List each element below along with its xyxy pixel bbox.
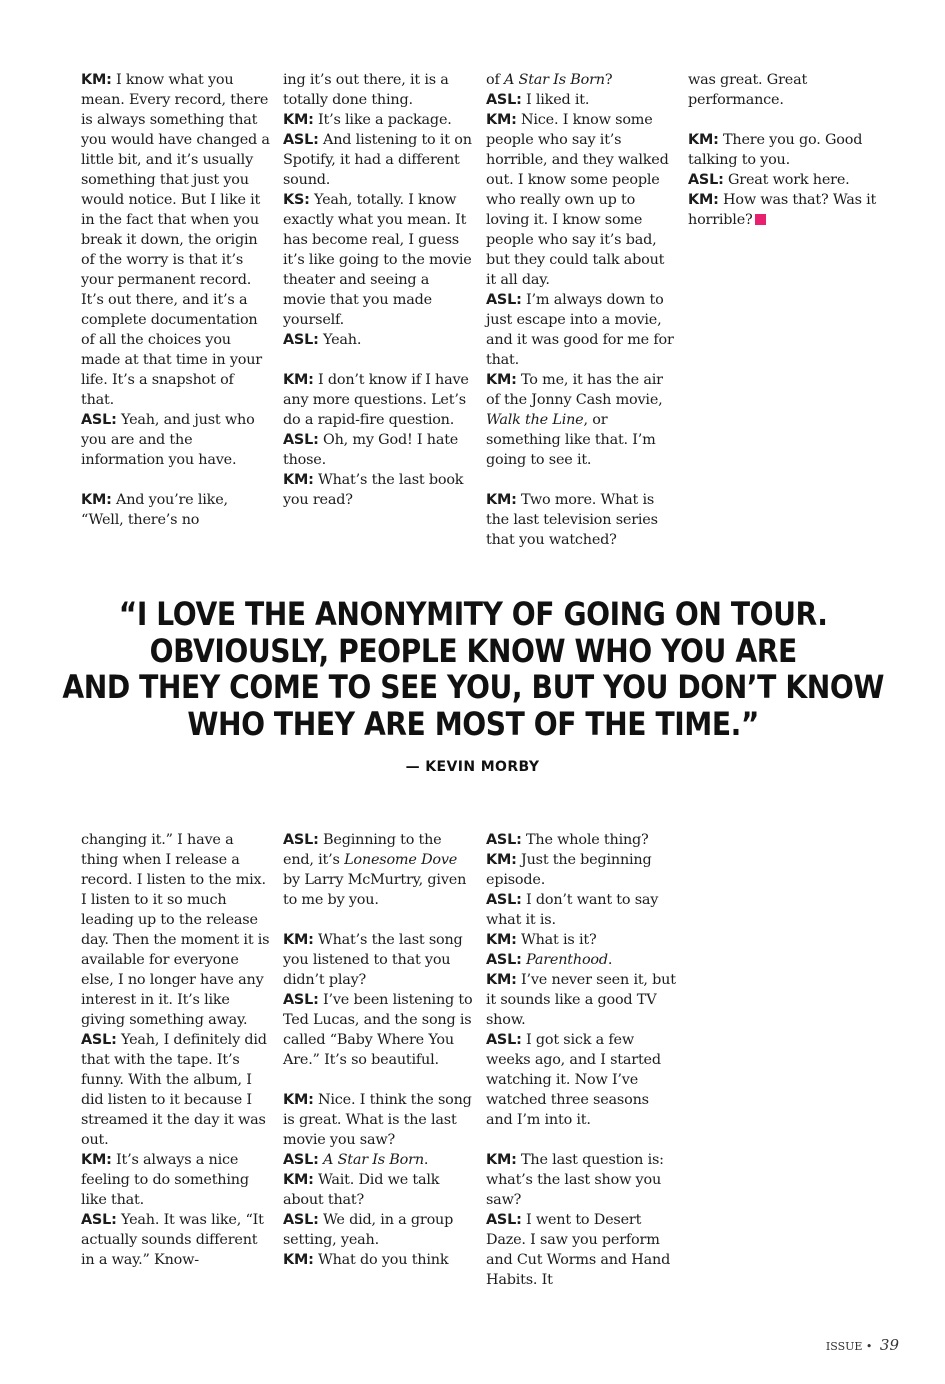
interview-paragraph — [688, 170, 878, 190]
interview-paragraph — [688, 130, 878, 170]
interview-paragraph — [283, 1150, 473, 1170]
interview-paragraph — [486, 1150, 676, 1210]
interview-paragraph — [81, 1150, 271, 1210]
body-text: I don’t want to say what it is. — [486, 892, 659, 928]
body-text: by Larry McMurtry, given to me by you. — [283, 872, 467, 908]
speaker-label: ASL: — [283, 432, 319, 448]
body-text: The last question is: what’s the last show you saw? — [486, 1152, 664, 1208]
speaker-label: ASL: — [283, 1152, 319, 1168]
speaker-label: KM: — [486, 112, 517, 128]
body-text: What is it? — [516, 932, 597, 948]
speaker-label: ASL: — [283, 832, 319, 848]
speaker-label: KM: — [283, 472, 314, 488]
body-text: ? — [604, 72, 613, 88]
interview-paragraph — [283, 430, 473, 470]
interview-paragraph — [486, 90, 676, 110]
speaker-label: KM: — [486, 372, 517, 388]
body-text: I’ve never seen it, but it sounds like a good TV show. — [486, 972, 676, 1028]
interview-paragraph — [486, 830, 676, 850]
italic-title: Lonesome Dove — [344, 852, 458, 868]
body-text: Beginning to the end, it’s — [283, 832, 442, 868]
body-text: Yeah. — [318, 332, 362, 348]
body-text: Just the beginning episode. — [486, 852, 652, 888]
speaker-label: KM: — [283, 372, 314, 388]
body-text: , or something like that. I’m going to see it. — [486, 412, 656, 468]
interview-col-top-3 — [486, 70, 676, 550]
interview-paragraph — [283, 930, 473, 990]
speaker-label: ASL: — [81, 1212, 117, 1228]
interview-paragraph — [283, 70, 473, 110]
speaker-label: ASL: — [486, 1032, 522, 1048]
interview-col-top-4 — [688, 70, 878, 230]
speaker-label: ASL: — [283, 1212, 319, 1228]
interview-paragraph — [283, 110, 473, 130]
speaker-label: ASL: — [486, 952, 522, 968]
interview-col-top-1 — [81, 70, 271, 530]
interview-paragraph — [283, 1210, 473, 1250]
body-text: It’s like a package. — [313, 112, 452, 128]
speaker-label: KM: — [283, 1092, 314, 1108]
interview-paragraph — [81, 1030, 271, 1150]
speaker-label: KM: — [283, 932, 314, 948]
speaker-label: KS: — [283, 192, 310, 208]
interview-paragraph — [81, 830, 271, 1030]
body-text: Yeah, totally. I know exactly what you mean. It has become real, I guess it’s like going to the movie theater and seeing a movie that you made yourself. — [283, 192, 472, 328]
italic-title: Walk the Line — [486, 412, 584, 428]
body-text: ing it’s out there, it is a totally done thing. — [283, 72, 449, 108]
interview-paragraph — [486, 890, 676, 930]
interview-paragraph — [283, 130, 473, 190]
body-text: of — [486, 72, 504, 88]
body-text: To me, it has the air of the Jonny Cash movie, — [486, 372, 663, 408]
italic-title: A Star Is Born — [323, 1152, 424, 1168]
page-folio — [826, 1336, 899, 1354]
pull-quote-attribution: — KEVIN MORBY — [405, 759, 540, 775]
interview-paragraph — [283, 330, 473, 350]
body-text: What’s the last song you listened to that you didn’t play? — [283, 932, 463, 988]
speaker-label: KM: — [486, 852, 517, 868]
body-text: Oh, my God! I hate those. — [283, 432, 459, 468]
interview-paragraph — [283, 1170, 473, 1210]
pull-quote-line: AND THEY COME TO SEE YOU, BUT YOU DON’T KNOW — [62, 668, 884, 706]
folio-label: ISSUE — [825, 1340, 863, 1353]
body-text: Nice. I think the song is great. What is the last movie you saw? — [283, 1092, 472, 1148]
speaker-label: ASL: — [486, 892, 522, 908]
interview-paragraph — [486, 70, 676, 90]
body-text: I liked it. — [521, 92, 590, 108]
speaker-label: KM: — [81, 1152, 112, 1168]
interview-paragraph — [81, 1210, 271, 1270]
speaker-label: ASL: — [283, 132, 319, 148]
body-text: I got sick a few weeks ago, and I started watching it. Now I’ve watched three seasons and I’m into it. — [486, 1032, 661, 1128]
folio-separator: • — [865, 1340, 873, 1353]
body-text: Yeah, I definitely did that with the tape. It’s funny. With the album, I did listen to it because I streamed it the day it was out. — [81, 1032, 267, 1148]
interview-paragraph — [283, 990, 473, 1070]
speaker-label: ASL: — [688, 172, 724, 188]
speaker-label: ASL: — [81, 1032, 117, 1048]
speaker-label: ASL: — [486, 832, 522, 848]
speaker-label: KM: — [81, 492, 112, 508]
speaker-label: KM: — [688, 132, 719, 148]
body-text: Great work here. — [723, 172, 850, 188]
body-text: There you go. Good talking to you. — [688, 132, 863, 168]
interview-col-top-2 — [283, 70, 473, 510]
body-text: . — [607, 952, 613, 968]
body-text: Nice. I know some people who say it’s horrible, and they walked out. I know some people who really own up to loving it. I know some people who say it’s bad, but they could talk about it all day. — [486, 112, 669, 288]
speaker-label: KM: — [688, 192, 719, 208]
speaker-label: ASL: — [486, 1212, 522, 1228]
interview-paragraph — [486, 490, 676, 550]
interview-paragraph — [81, 70, 271, 410]
body-text: was great. Great performance. — [688, 72, 808, 108]
speaker-label: ASL: — [81, 412, 117, 428]
interview-paragraph — [688, 70, 878, 110]
interview-col-bottom-1 — [81, 830, 271, 1270]
body-text: And listening to it on Spotify, it had a different sound. — [283, 132, 472, 188]
body-text: How was that? Was it horrible? — [688, 192, 877, 228]
interview-paragraph — [283, 470, 473, 510]
interview-paragraph — [283, 1090, 473, 1150]
speaker-label: ASL: — [283, 992, 319, 1008]
interview-paragraph — [81, 490, 271, 530]
interview-col-bottom-2 — [283, 830, 473, 1270]
body-text: I’m always down to just escape into a movie, and it was good for me for that. — [486, 292, 674, 368]
body-text: We did, in a group setting, yeah. — [283, 1212, 454, 1248]
body-text: I went to Desert Daze. I saw you perform and Cut Worms and Hand Habits. It — [486, 1212, 671, 1288]
speaker-label: KM: — [486, 492, 517, 508]
interview-paragraph — [486, 850, 676, 890]
body-text: What do you think — [313, 1252, 449, 1268]
pull-quote — [57, 596, 889, 742]
pull-quote-line: WHO THEY ARE MOST OF THE TIME.” — [187, 704, 759, 743]
speaker-label: ASL: — [486, 292, 522, 308]
interview-paragraph — [486, 930, 676, 950]
speaker-label: ASL: — [283, 332, 319, 348]
interview-paragraph — [283, 830, 473, 910]
body-text: . — [423, 1152, 429, 1168]
body-text: It’s always a nice feeling to do something like that. — [81, 1152, 249, 1208]
body-text: Wait. Did we talk about that? — [283, 1172, 440, 1208]
speaker-label: KM: — [283, 112, 314, 128]
speaker-label: KM: — [283, 1172, 314, 1188]
italic-title: Parenthood — [526, 952, 608, 968]
speaker-label: KM: — [283, 1252, 314, 1268]
interview-paragraph — [486, 370, 676, 470]
interview-paragraph — [486, 1030, 676, 1130]
interview-col-bottom-3 — [486, 830, 676, 1290]
interview-paragraph — [486, 290, 676, 370]
body-text: I don’t know if I have any more questions. Let’s do a rapid-fire question. — [283, 372, 469, 428]
page-number: 39 — [879, 1336, 899, 1354]
body-text: Two more. What is the last television series that you watched? — [486, 492, 658, 548]
body-text: changing it.” I have a thing when I release a record. I listen to the mix. I listen to it so much leading up to the release day. Then the moment it is available for everyone else, I no longer have any interest in it. It’s like giving something away. — [81, 832, 270, 1028]
interview-paragraph — [81, 410, 271, 470]
speaker-label: KM: — [486, 972, 517, 988]
pull-quote-line: OBVIOUSLY, PEOPLE KNOW WHO YOU ARE — [149, 631, 797, 670]
speaker-label: KM: — [486, 932, 517, 948]
speaker-label: KM: — [81, 72, 112, 88]
body-text: What’s the last book you read? — [283, 472, 464, 508]
end-mark-icon — [755, 214, 766, 225]
italic-title: A Star Is Born — [503, 72, 605, 88]
interview-paragraph — [283, 190, 473, 330]
interview-paragraph — [283, 370, 473, 430]
body-text: I’ve been listening to Ted Lucas, and the song is called “Baby Where You Are.” It’s so beautiful. — [283, 992, 473, 1068]
pull-quote-line: “I LOVE THE ANONYMITY OF GOING ON TOUR. — [118, 595, 828, 633]
speaker-label: KM: — [486, 1152, 517, 1168]
interview-paragraph — [486, 110, 676, 290]
interview-paragraph — [486, 1210, 676, 1290]
interview-paragraph — [486, 970, 676, 1030]
speaker-label: ASL: — [486, 92, 522, 108]
interview-paragraph — [283, 1250, 473, 1270]
body-text: And you’re like, “Well, there’s no — [81, 492, 228, 528]
body-text: Yeah, and just who you are and the information you have. — [81, 412, 255, 468]
interview-paragraph — [688, 190, 878, 230]
body-text: I know what you mean. Every record, there is always something that you would have changed a little bit, and it’s usually something that just you would notice. But I like it in the fact that when you break it down, the origin of the worry is that it’s your permanent record. It’s out there, and it’s a complete documentation of all the choices you made at that time in your life. It’s a snapshot of that. — [81, 72, 270, 408]
body-text: The whole thing? — [521, 832, 649, 848]
body-text: Yeah. It was like, “It actually sounds different in a way.” Know- — [81, 1212, 264, 1268]
interview-paragraph — [486, 950, 676, 970]
